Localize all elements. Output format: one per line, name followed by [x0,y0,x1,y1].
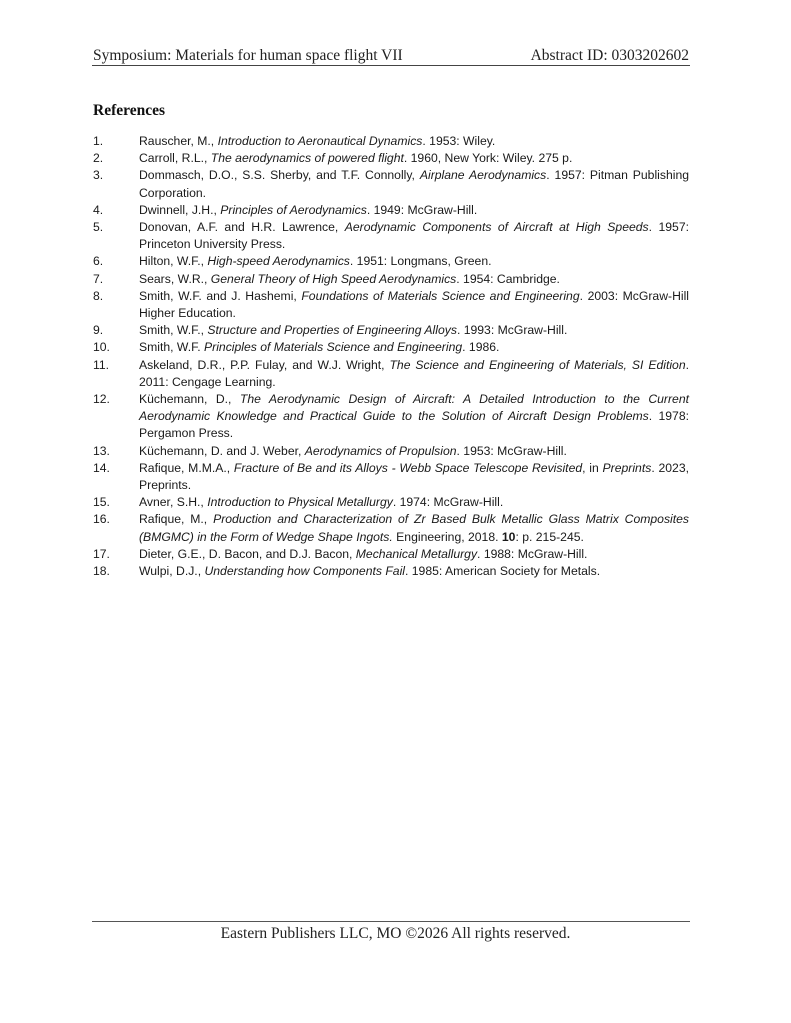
reference-item [93,357,689,391]
reference-title: Preprints [602,460,652,475]
page-header [92,45,690,66]
reference-volume: 10 [501,529,516,544]
reference-item [93,546,689,563]
reference-segment: Hilton, W.F., [139,254,208,269]
reference-segment: . 1988: McGraw-Hill. [477,546,588,561]
reference-text [139,289,689,320]
reference-title: Airplane Aerodynamics [419,168,547,183]
reference-segment: . 1974: McGraw-Hill. [392,495,504,510]
reference-list [93,133,689,580]
reference-title: Introduction to Aeronautical Dynamics [217,134,423,148]
reference-title: The aerodynamics of powered flight [210,151,404,166]
reference-text [139,220,689,251]
reference-text [139,444,567,458]
reference-segment: Küchemann, D., [139,392,240,407]
reference-title: The Aerodynamic Design of Aircraft: A Detailed Introduction to the Current Aerodynamic Knowledge and Practical Guide to the Solution of Aircraft Design Problems [139,392,689,424]
reference-segment: Donovan, A.F. and H.R. Lawrence, [139,220,345,235]
reference-segment: . 1951: Longmans, Green. [349,254,492,269]
reference-number: 18. [93,564,110,579]
reference-number: 17. [93,546,110,561]
reference-title: General Theory of High Speed Aerodynamics [210,271,457,286]
reference-segment: Rafique, M., [139,512,214,527]
reference-number: 11. [93,357,110,372]
reference-segment: Rafique, M.M.A., [139,460,234,475]
reference-segment: , in [582,460,603,475]
reference-item [93,271,689,288]
reference-segment: . 1957: Princeton University Press. [139,220,689,252]
reference-segment: Smith, W.F. [139,340,205,355]
reference-segment: Sears, W.R., [139,271,211,286]
reference-text [139,203,477,217]
abstract-id: Abstract ID: 0303202602 [530,47,689,64]
reference-number: 14. [93,460,110,475]
reference-segment: Engineering, 2018. [392,529,502,544]
reference-number: 4. [93,202,104,217]
reference-segment: Küchemann, D. and J. Weber, [139,443,305,458]
reference-title: Mechanical Metallurgy [355,546,478,561]
reference-number: 1. [93,134,104,148]
reference-segment: Avner, S.H., [139,495,208,510]
reference-segment: Smith, W.F., [139,323,208,338]
reference-title: Understanding how Components Fail [204,564,405,579]
reference-title: Aerodynamics of Propulsion [304,443,457,458]
reference-segment: . 1978: Pergamon Press. [139,409,690,441]
references-heading: References [93,102,166,119]
reference-segment: . 1985: American Society for Metals. [405,564,601,579]
reference-number: 15. [93,495,110,510]
reference-number: 5. [93,220,104,235]
reference-segment: . 1986. [462,340,500,355]
reference-text [139,151,572,165]
reference-segment: Dieter, G.E., D. Bacon, and D.J. Bacon, [139,546,356,561]
reference-title: Fracture of Be and its Alloys - Webb Space Telescope Revisited [233,460,583,475]
reference-text [139,134,495,148]
reference-segment: . 2011: Cengage Learning. [139,357,690,389]
reference-segment: Dommasch, D.O., S.S. Sherby, and T.F. Connolly, [139,168,420,183]
reference-text [139,495,503,509]
reference-segment: . 1960, New York: Wiley. 275 p. [403,151,573,166]
reference-title: Production and Characterization of Zr Based Bulk Metallic Glass Matrix Composites (BMGMC) in the Form of Wedge Shape Ingots. [139,512,690,544]
reference-text [139,564,600,578]
reference-number: 2. [93,151,104,166]
reference-item [93,494,689,511]
reference-title: Foundations of Materials Science and Engineering [301,288,580,303]
reference-segment: . 2003: McGraw-Hill Higher Education. [139,288,689,321]
reference-item [93,288,689,322]
reference-text [139,512,689,543]
reference-text [139,547,587,561]
reference-segment: Askeland, D.R., P.P. Fulay, and W.J. Wright, [139,357,390,372]
reference-number: 8. [93,288,104,303]
reference-segment: . 1957: Pitman Publishing Corporation. [139,168,689,200]
reference-title: Introduction to Physical Metallurgy [207,495,393,510]
reference-number: 9. [93,323,104,338]
reference-item [93,563,689,580]
reference-item [93,167,689,201]
reference-text [139,392,689,440]
reference-segment: Dwinnell, J.H., [139,202,221,217]
reference-segment: . 1953: Wiley. [422,134,496,148]
page-footer: Eastern Publishers LLC, MO ©2026 All rights reserved. [220,925,571,942]
reference-number: 16. [93,512,110,527]
reference-item [93,460,689,494]
reference-item [93,443,689,460]
symposium-title: Symposium: Materials for human space flight VII [93,47,403,64]
reference-item [93,339,689,356]
reference-number: 13. [93,443,110,458]
reference-number: 12. [93,392,110,407]
reference-segment: : p. 215-245. [515,529,584,544]
reference-title: The Science and Engineering of Materials, SI Edition [389,357,686,372]
reference-number: 7. [93,271,104,286]
reference-item [93,511,689,545]
reference-segment: . 1949: McGraw-Hill. [366,202,478,217]
reference-title: Structure and Properties of Engineering Alloys [207,323,457,338]
reference-segment: . 1953: McGraw-Hill. [456,443,567,458]
reference-title: Principles of Aerodynamics [220,202,367,217]
reference-text [139,168,689,199]
reference-text [139,272,560,286]
reference-title: Principles of Materials Science and Engineering [204,340,463,355]
reference-segment: Wulpi, D.J., [139,564,205,579]
reference-title: Aerodynamic Components of Aircraft at High Speeds [344,220,649,235]
reference-item [93,219,689,253]
reference-text [139,358,689,389]
reference-title: High-speed Aerodynamics [207,254,350,269]
reference-segment: . 2023, Preprints. [139,460,689,493]
reference-number: 3. [93,168,104,183]
reference-item [93,322,689,339]
reference-item [93,253,689,270]
reference-text [139,461,689,492]
reference-text [139,340,499,354]
reference-number: 6. [93,254,104,269]
reference-segment: . 1993: McGraw-Hill. [456,323,568,338]
reference-segment: Rauscher, M., [139,134,218,148]
reference-item [93,391,689,443]
reference-segment: . 1954: Cambridge. [456,271,560,286]
reference-segment: Carroll, R.L., [139,151,211,166]
reference-segment: Smith, W.F. and J. Hashemi, [139,288,302,303]
reference-item [93,202,689,219]
reference-item [93,150,689,167]
reference-item [93,133,689,150]
reference-number: 10. [93,340,110,355]
reference-text [139,254,492,268]
reference-text [139,323,567,337]
footer-divider [92,921,690,922]
